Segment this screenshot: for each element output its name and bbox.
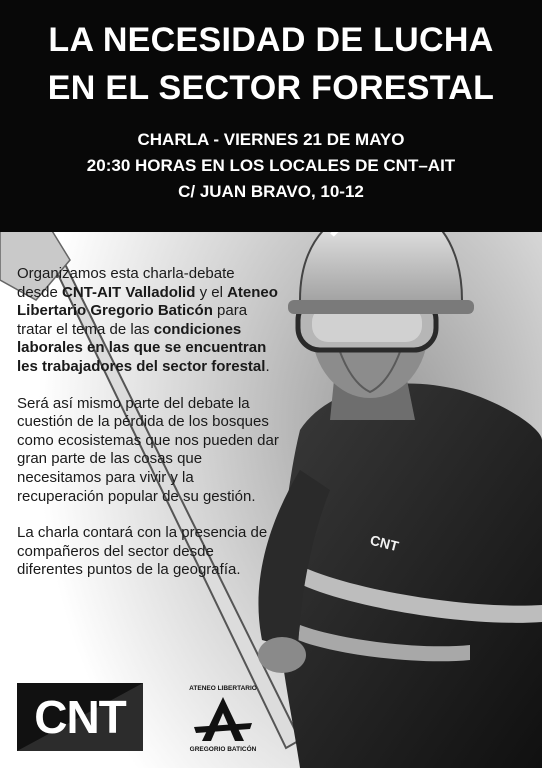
poster-title-line-2: EN EL SECTOR FORESTAL bbox=[47, 69, 495, 107]
ateneo-anarchy-icon bbox=[180, 683, 266, 755]
poster-title-line-1: LA NECESIDAD DE LUCHA bbox=[48, 21, 494, 59]
cnt-logo bbox=[17, 683, 143, 751]
p1-text-1: Organizamos esta charla-debate desde bbox=[17, 265, 235, 301]
paragraph-3: La charla contará con la presencia de compañeros del sector desde diferentes puntos de la geografía. bbox=[17, 524, 268, 579]
p1-bold-cnt-ait: CNT-AIT Valladolid bbox=[62, 283, 196, 301]
body-text bbox=[17, 265, 279, 598]
event-time-location: 20:30 HORAS EN LOS LOCALES DE CNT–AIT bbox=[86, 156, 456, 175]
p1-text-3: para tratar el tema de las bbox=[17, 302, 248, 338]
vest-cnt-logo: CNT bbox=[368, 531, 401, 555]
paragraph-2: Será así mismo parte del debate la cuestión de la pérdida de los bosques como ecosistemas que nos pueden dar gran parte de las cosas que necesitamos para vivir y la recuperación popular de su gestión. bbox=[17, 394, 279, 505]
p1-text-4: . bbox=[265, 357, 270, 375]
p1-bold-ateneo: Ateneo Libertario Gregorio Baticón bbox=[17, 283, 278, 320]
p1-text-2: y el bbox=[195, 283, 228, 301]
ateneo-logo-top-text: ATENEO LIBERTARIO bbox=[189, 685, 257, 692]
event-address: C/ JUAN BRAVO, 10-12 bbox=[178, 182, 364, 201]
paragraph-1 bbox=[17, 265, 279, 377]
ateneo-logo-bottom-text: GREGORIO BATICÓN bbox=[189, 746, 257, 753]
p1-bold-conditions: condiciones laborales en las que se encuentran les trabajadores del sector forestal bbox=[17, 320, 267, 375]
event-date: CHARLA - VIERNES 21 DE MAYO bbox=[137, 130, 405, 149]
cnt-logo-text: CNT bbox=[34, 691, 126, 743]
ateneo-logo bbox=[180, 683, 266, 755]
